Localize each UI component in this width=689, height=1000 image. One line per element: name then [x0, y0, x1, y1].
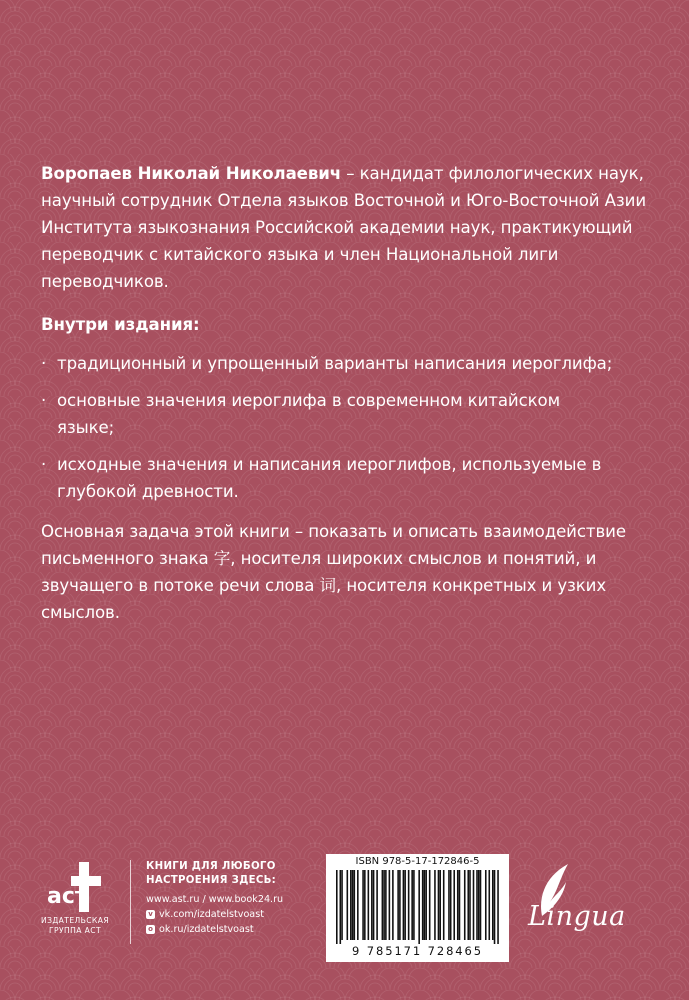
- barcode-bar: [492, 870, 494, 940]
- barcode-bar: [476, 870, 478, 940]
- barcode-bar: [371, 870, 373, 940]
- bullet-marker: ·: [41, 391, 47, 410]
- barcode-bars: [336, 870, 499, 944]
- barcode-bar: [422, 870, 424, 940]
- vk-icon: v: [146, 910, 155, 919]
- barcode-bar: [364, 870, 366, 940]
- back-cover-text: [41, 160, 661, 626]
- barcode-bar: [469, 870, 471, 940]
- barcode-bar: [453, 870, 455, 940]
- promo-title-line2: НАСТРОЕНИЯ ЗДЕСЬ:: [146, 875, 277, 886]
- ast-logo-icon: [45, 858, 105, 914]
- vk-link[interactable]: [146, 907, 316, 922]
- barcode-bar: [340, 870, 342, 944]
- barcode-bar: [480, 870, 482, 940]
- footer-divider: [130, 860, 131, 944]
- barcode-bar: [488, 870, 490, 940]
- barcode-bar: [411, 870, 413, 940]
- ok-link[interactable]: [146, 922, 316, 937]
- barcode-bar: [459, 870, 461, 940]
- barcode-bar: [354, 870, 356, 940]
- barcode-bar: [439, 870, 441, 940]
- barcode-bar: [382, 870, 384, 940]
- barcode-bar: [485, 870, 487, 940]
- list-item: [41, 451, 617, 505]
- barcode-bar: [473, 870, 475, 940]
- footer: [0, 848, 689, 1000]
- barcode-bar: [385, 870, 387, 940]
- barcode-bar: [408, 870, 410, 940]
- barcode-bar: [336, 870, 338, 944]
- barcode-bar: [424, 870, 426, 940]
- author-name: Воропаев Николай Николаевич: [41, 164, 342, 183]
- vk-text: vk.com/izdatelstvoast: [159, 909, 264, 920]
- promo-block: [146, 860, 316, 937]
- barcode-bar: [368, 870, 370, 940]
- barcode-bar: [467, 870, 469, 940]
- barcode-bar: [403, 870, 405, 940]
- ok-icon: o: [146, 925, 155, 934]
- barcode-bar: [497, 870, 499, 944]
- bullet-marker: ·: [41, 455, 47, 474]
- barcode-bar: [389, 870, 391, 940]
- barcode-bar: [434, 870, 436, 940]
- barcode-bar: [376, 870, 378, 940]
- inside-list: [41, 350, 661, 505]
- barcode-bar: [478, 870, 480, 940]
- main-task-paragraph: Основная задача этой книги – показать и описать взаимодействие письменного знака 字, носителя широких смыслов и понятий, и звучащего в потоке речи слова 词, носителя конкретных и узких смыслов.: [41, 522, 626, 622]
- barcode-bar: [350, 870, 352, 940]
- barcode-bar: [464, 870, 466, 940]
- list-item-text: традиционный и упрощенный варианты написания иероглифа;: [57, 354, 613, 373]
- inside-title: Внутри издания:: [41, 315, 200, 334]
- isbn-number: ISBN 978-5-17-172846-5: [355, 856, 480, 867]
- barcode-bar: [397, 870, 399, 940]
- list-item: [41, 350, 617, 377]
- barcode-bar: [383, 870, 385, 940]
- list-item-text: исходные значения и написания иероглифов, используемые в глубокой древности.: [57, 455, 602, 501]
- ast-caption: [40, 916, 110, 936]
- barcode-bar: [392, 870, 394, 940]
- barcode-bar: [362, 870, 364, 940]
- ast-logo: [40, 858, 110, 936]
- author-bio: [41, 160, 661, 295]
- barcode-bar: [443, 870, 445, 940]
- barcode-bar: [399, 870, 401, 940]
- barcode-bar: [450, 870, 452, 940]
- ok-text: ok.ru/izdatelstvoast: [159, 924, 254, 935]
- barcode-bar: [341, 870, 343, 940]
- promo-title-line1: КНИГИ ДЛЯ ЛЮБОГО: [146, 861, 276, 872]
- barcode-bar: [425, 870, 427, 940]
- list-item-text: основные значения иероглифа в современном китайском языке;: [57, 391, 561, 437]
- lingua-logo: [528, 860, 650, 956]
- barcode-bar: [352, 870, 354, 940]
- barcode-bar: [418, 870, 420, 944]
- barcode-bar: [357, 870, 359, 940]
- barcode-bar: [404, 870, 406, 940]
- websites-link[interactable]: [146, 892, 316, 907]
- ast-logo-text: аст: [47, 884, 88, 909]
- bullet-marker: ·: [41, 354, 47, 373]
- barcode-bar: [413, 870, 415, 940]
- barcode-bar: [373, 870, 375, 940]
- barcode-bar: [438, 870, 440, 940]
- barcode-bar: [494, 870, 496, 944]
- barcode-bar: [347, 870, 349, 940]
- barcode-digits: 9 785171 728465: [352, 944, 483, 958]
- author-bio-text: – кандидат филологических наук, научный сотрудник Отдела языков Восточной и Юго-Восточной Азии Института языкознания Российской академии наук, практикующий переводчик с китайского языка и член Национальной лиги переводчиков.: [41, 164, 647, 291]
- barcode-bar: [448, 870, 450, 940]
- barcode-bar: [429, 870, 431, 940]
- ast-caption-line2: ГРУППА АСТ: [48, 926, 101, 935]
- lingua-wordmark: Lingua: [528, 901, 626, 932]
- ast-caption-line1: ИЗДАТЕЛЬСКАЯ: [41, 916, 109, 925]
- barcode: [326, 854, 509, 962]
- websites-text: www.ast.ru / www.book24.ru: [146, 894, 284, 905]
- barcode-bar: [457, 870, 459, 940]
- list-item: [41, 387, 617, 441]
